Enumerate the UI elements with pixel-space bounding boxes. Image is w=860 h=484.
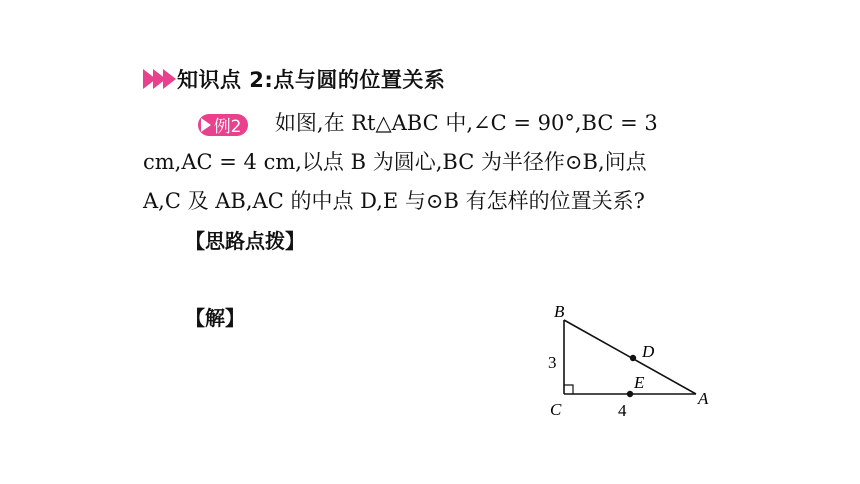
- label-b: B: [554, 302, 565, 321]
- label-e: E: [634, 373, 645, 392]
- label-a: A: [698, 389, 709, 408]
- example-badge-label: 例2: [213, 117, 242, 137]
- heading-text: 知识点 2:点与圆的位置关系: [177, 68, 446, 92]
- label-c: C: [550, 400, 562, 419]
- solution-label: 【解】: [185, 306, 245, 330]
- example-line-1: [143, 107, 658, 137]
- example-text-1: 如图,在 Rt△ABC 中,∠C = 90°,BC = 3: [274, 111, 658, 135]
- section-heading: [143, 64, 445, 94]
- double-arrow-icon: [143, 69, 173, 89]
- example-badge: [198, 114, 248, 136]
- example-line-2: cm,AC = 4 cm,以点 B 为圆心,BC 为半径作⊙B,问点: [143, 150, 647, 174]
- right-angle-mark: [564, 385, 573, 394]
- label-side-4: 4: [618, 401, 627, 420]
- play-icon: [201, 118, 211, 132]
- triangle-figure: [540, 295, 725, 425]
- point-d-dot: [630, 355, 636, 361]
- label-d: D: [642, 342, 655, 361]
- point-e-dot: [627, 391, 633, 397]
- hint-label: 【思路点拨】: [185, 229, 305, 253]
- label-side-3: 3: [548, 353, 557, 372]
- example-line-3: A,C 及 AB,AC 的中点 D,E 与⊙B 有怎样的位置关系?: [143, 189, 645, 213]
